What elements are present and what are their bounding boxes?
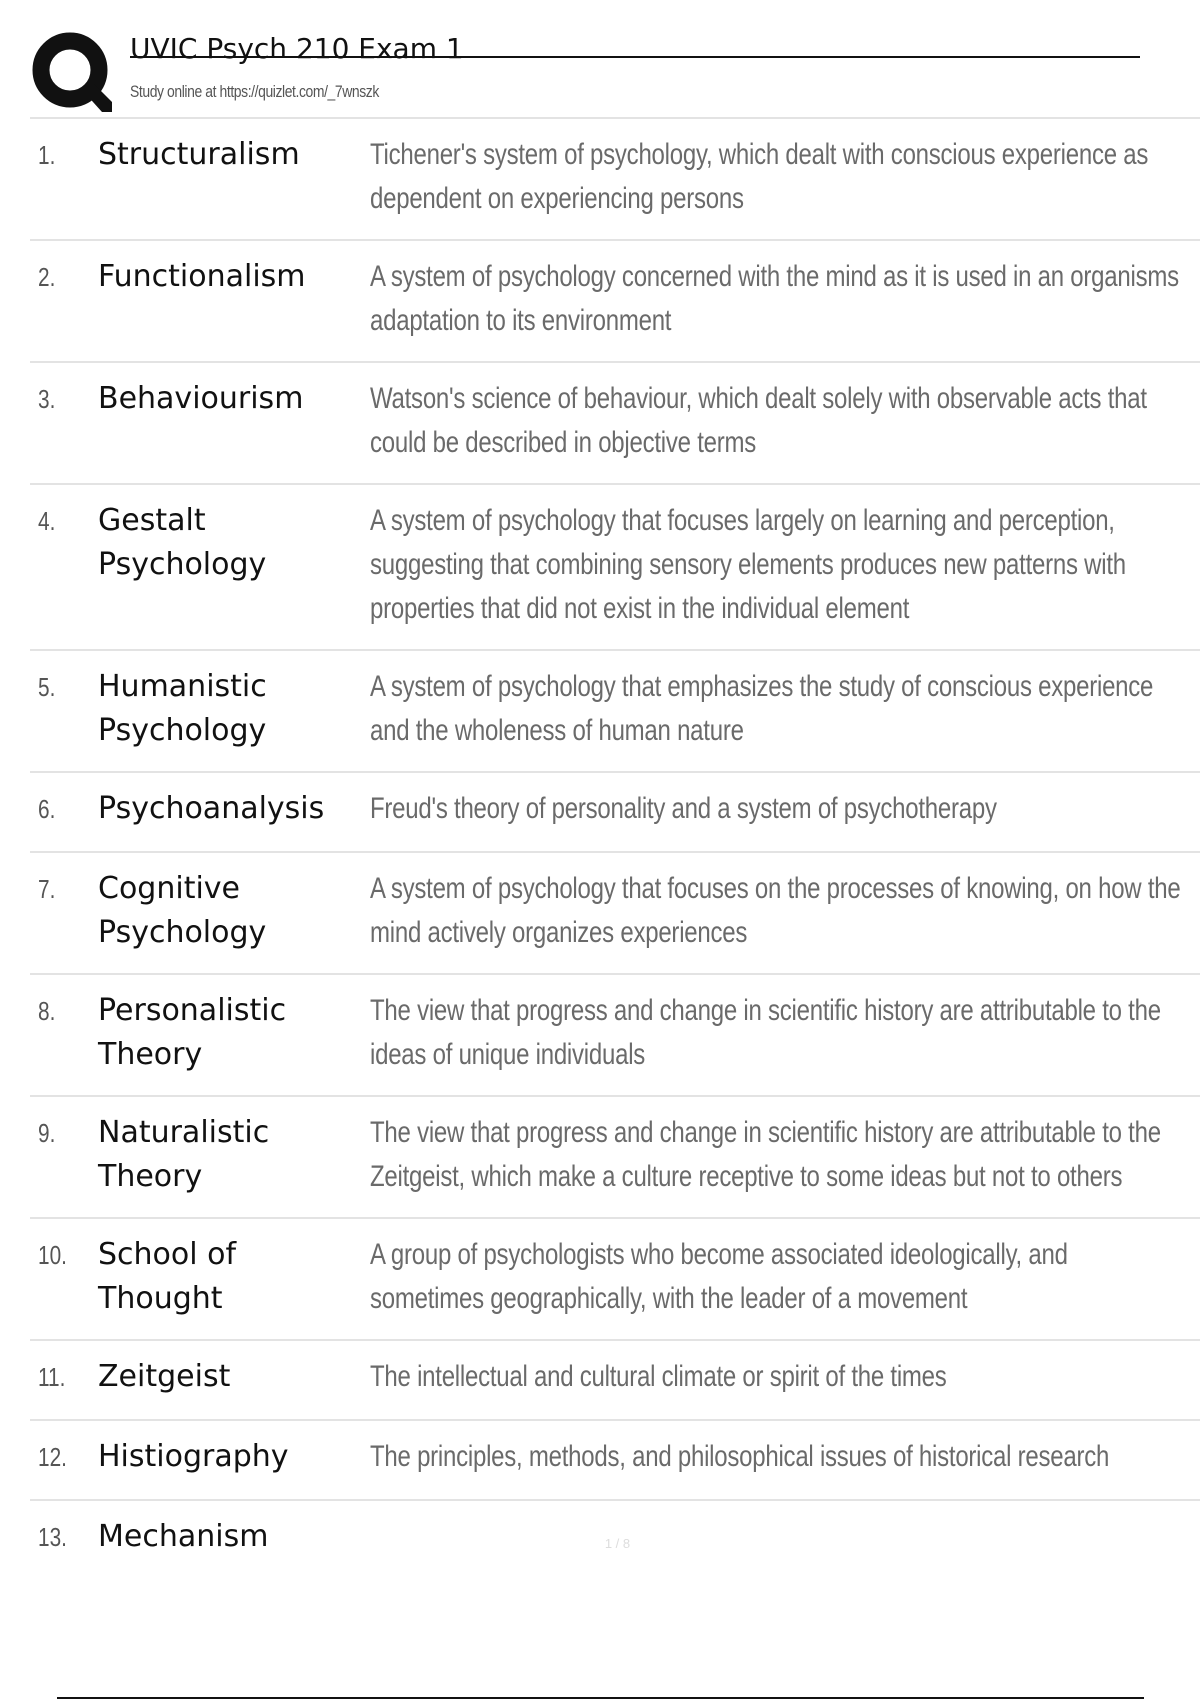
term-number: 9. (38, 1118, 56, 1148)
term-definition: Tichener's system of psychology, which dealt with conscious experience as dependent on experiencing persons (370, 138, 1149, 215)
term-row (30, 1095, 1200, 1217)
term-name: Behaviourism (98, 381, 304, 416)
term-number: 3. (38, 384, 56, 414)
term-row (30, 973, 1200, 1095)
term-number: 11. (38, 1362, 66, 1392)
quizlet-logo-icon (32, 32, 114, 114)
term-definition-cell (370, 1435, 1200, 1479)
term-definition: A system of psychology that focuses largely on learning and perception, suggesting that combining sensory elements produces new patterns with properties that did not exist in the individual element (370, 504, 1126, 625)
term-row (30, 117, 1200, 239)
term-name: Structuralism (98, 137, 300, 172)
term-definition: Watson's science of behaviour, which dealt solely with observable acts that could be described in objective terms (370, 382, 1147, 459)
term-definition-cell (370, 133, 1200, 221)
term-name: Humanistic Psychology (98, 669, 267, 748)
study-online-link[interactable]: Study online at https://quizlet.com/_7wnszk (130, 82, 379, 101)
term-number: 6. (38, 794, 56, 824)
term-name: Gestalt Psychology (98, 503, 267, 582)
term-row (30, 771, 1200, 851)
term-definition: A system of psychology that emphasizes the study of conscious experience and the wholeness of human nature (370, 670, 1154, 747)
term-definition-cell (370, 665, 1200, 753)
term-definition-cell (370, 255, 1200, 343)
term-number: 4. (38, 506, 56, 536)
term-number: 10. (38, 1240, 67, 1270)
term-name: Mechanism (98, 1519, 269, 1554)
term-name: Zeitgeist (98, 1359, 231, 1394)
term-row (30, 1339, 1200, 1419)
term-name: Psychoanalysis (98, 791, 325, 826)
term-number: 8. (38, 996, 56, 1026)
term-definition-cell (370, 787, 1200, 831)
term-row (30, 1217, 1200, 1339)
term-name: Histiography (98, 1439, 289, 1474)
term-row (30, 483, 1200, 649)
document-header (30, 28, 1140, 118)
term-definition-cell (370, 1111, 1200, 1199)
term-definition: The view that progress and change in scientific history are attributable to the ideas of unique individuals (370, 994, 1161, 1071)
term-name: Cognitive Psychology (98, 871, 267, 950)
term-row (30, 851, 1200, 973)
term-definition: A system of psychology that focuses on the processes of knowing, on how the mind actively organizes experiences (370, 872, 1181, 949)
term-name: Personalistic Theory (98, 993, 287, 1072)
term-row (30, 1419, 1200, 1499)
term-definition-cell (370, 989, 1200, 1077)
term-number: 13. (38, 1522, 67, 1552)
page-number: 1 / 8 (604, 1536, 631, 1551)
term-row (30, 361, 1200, 483)
term-name: Naturalistic Theory (98, 1115, 270, 1194)
document-title: UVIC Psych 210 Exam 1 (130, 32, 464, 65)
term-definition-cell (370, 377, 1200, 465)
term-definition: Freud's theory of personality and a system of psychotherapy (370, 792, 997, 825)
term-definition-cell (370, 499, 1200, 631)
term-name: School of Thought (98, 1237, 237, 1316)
term-definition: The intellectual and cultural climate or spirit of the times (370, 1360, 947, 1393)
term-row (30, 239, 1200, 361)
term-number: 12. (38, 1442, 67, 1472)
term-list (30, 117, 1200, 1579)
term-name: Functionalism (98, 259, 306, 294)
term-definition: A group of psychologists who become associated ideologically, and sometimes geographically, with the leader of a movement (370, 1238, 1068, 1315)
footer-divider (57, 1697, 1144, 1699)
term-definition-cell (370, 1355, 1200, 1399)
term-definition: A system of psychology concerned with the mind as it is used in an organisms adaptation to its environment (370, 260, 1179, 337)
term-definition-cell (370, 1233, 1200, 1321)
term-row (30, 649, 1200, 771)
term-number: 7. (38, 874, 56, 904)
term-definition: The view that progress and change in scientific history are attributable to the Zeitgeist, which make a culture receptive to some ideas but not to others (370, 1116, 1161, 1193)
term-definition-cell (370, 867, 1200, 955)
term-number: 1. (38, 140, 56, 170)
term-number: 5. (38, 672, 56, 702)
term-definition: The principles, methods, and philosophical issues of historical research (370, 1440, 1110, 1473)
term-number: 2. (38, 262, 56, 292)
